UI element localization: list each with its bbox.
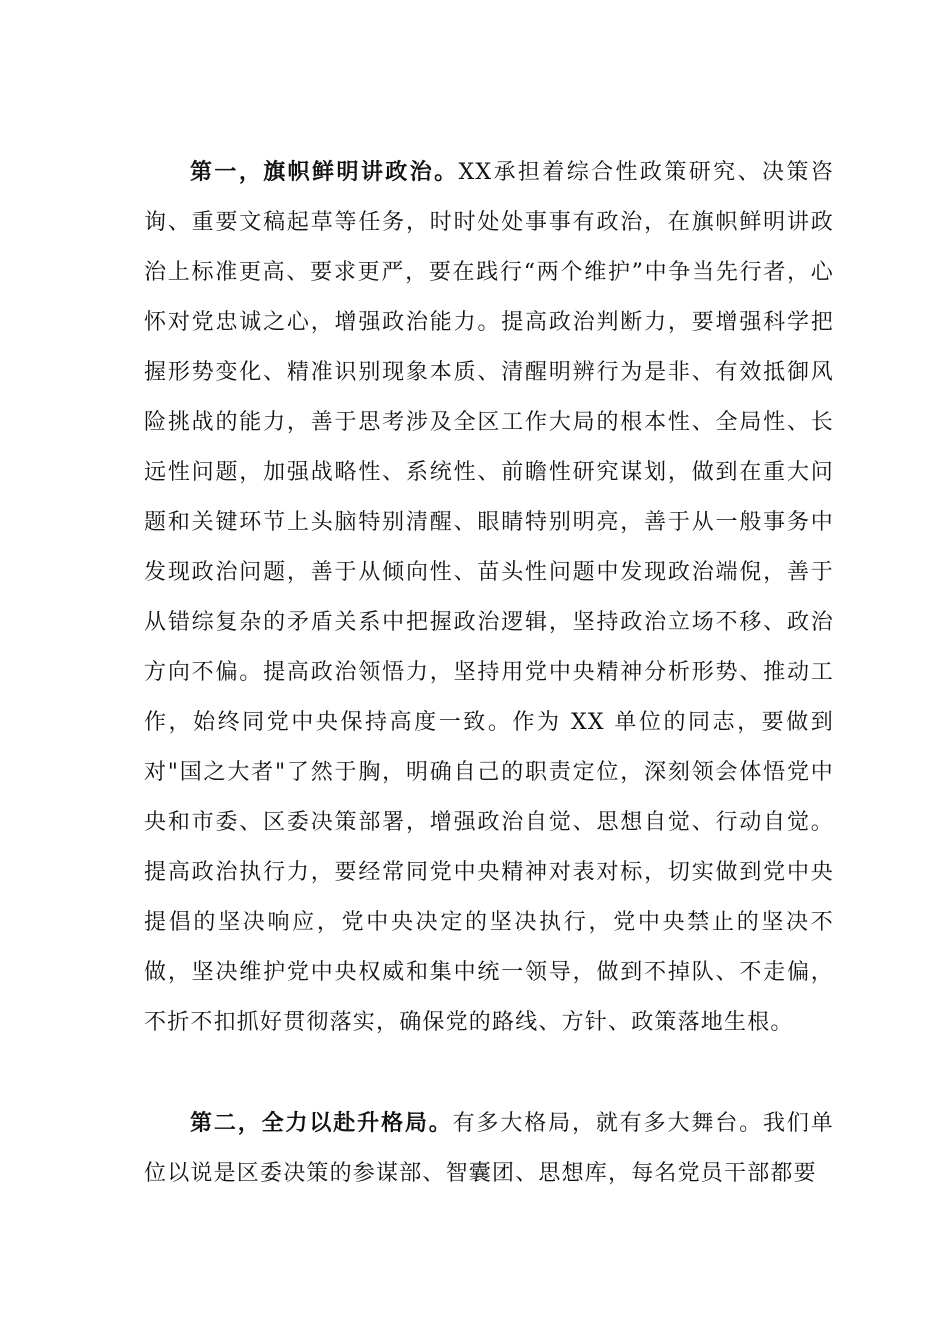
paragraph-1-text: XX承担着综合性政策研究、决策咨询、重要文稿起草等任务，时时处处事事有政治，在旗帜鲜明讲政治上标准更高、要求更严，要在践行“两个维护”中争当先行者，心怀对党忠诚之心，增强政治能力。提高政治判断力，要增强科学把握形势变化、精准识别现象本质、清醒明辨行为是非、有效抵御风险挑战的能力，善于思考涉及全区工作大局的根本性、全局性、长远性问题，加强战略性、系统性、前瞻性研究谋划，做到在重大问题和关键环节上头脑特别清醒、眼睛特别明亮，善于从一般事务中发现政治问题，善于从倾向性、苗头性问题中发现政治端倪，善于从错综复杂的矛盾关系中把握政治逻辑，坚持政治立场不移、政治方向不偏。提高政治领悟力，坚持用党中央精神分析形势、推动工作，始终同党中央保持高度一致。作为 XX 单位的同志，要做到对"国之大者"了然于胸，明确自己的职责定位，深刻领会体悟党中央和市委、区委决策部署，增强政治自觉、思想自觉、行动自觉。提高政治执行力，要经常同党中央精神对表对标，切实做到党中央提倡的坚决响应，党中央决定的坚决执行，党中央禁止的坚决不做，坚决维护党中央权威和集中统一领导，做到不掉队、不走偏，不折不扣抓好贯彻落实，确保党的路线、方针、政策落地生根。 — [144, 160, 835, 1035]
paragraph-2-text: 有多大格局，就有多大舞台。我们单位以说是区委决策的参谋部、智囊团、思想库，每名党员干部都要 — [144, 1111, 835, 1186]
paragraph-2 — [144, 1098, 834, 1199]
document-body — [144, 147, 834, 1199]
paragraph-2-heading: 第二，全力以赴升格局。 — [190, 1110, 453, 1136]
paragraph-1 — [144, 147, 834, 1048]
paragraph-1-heading: 第一，旗帜鲜明讲政治。 — [190, 159, 459, 185]
